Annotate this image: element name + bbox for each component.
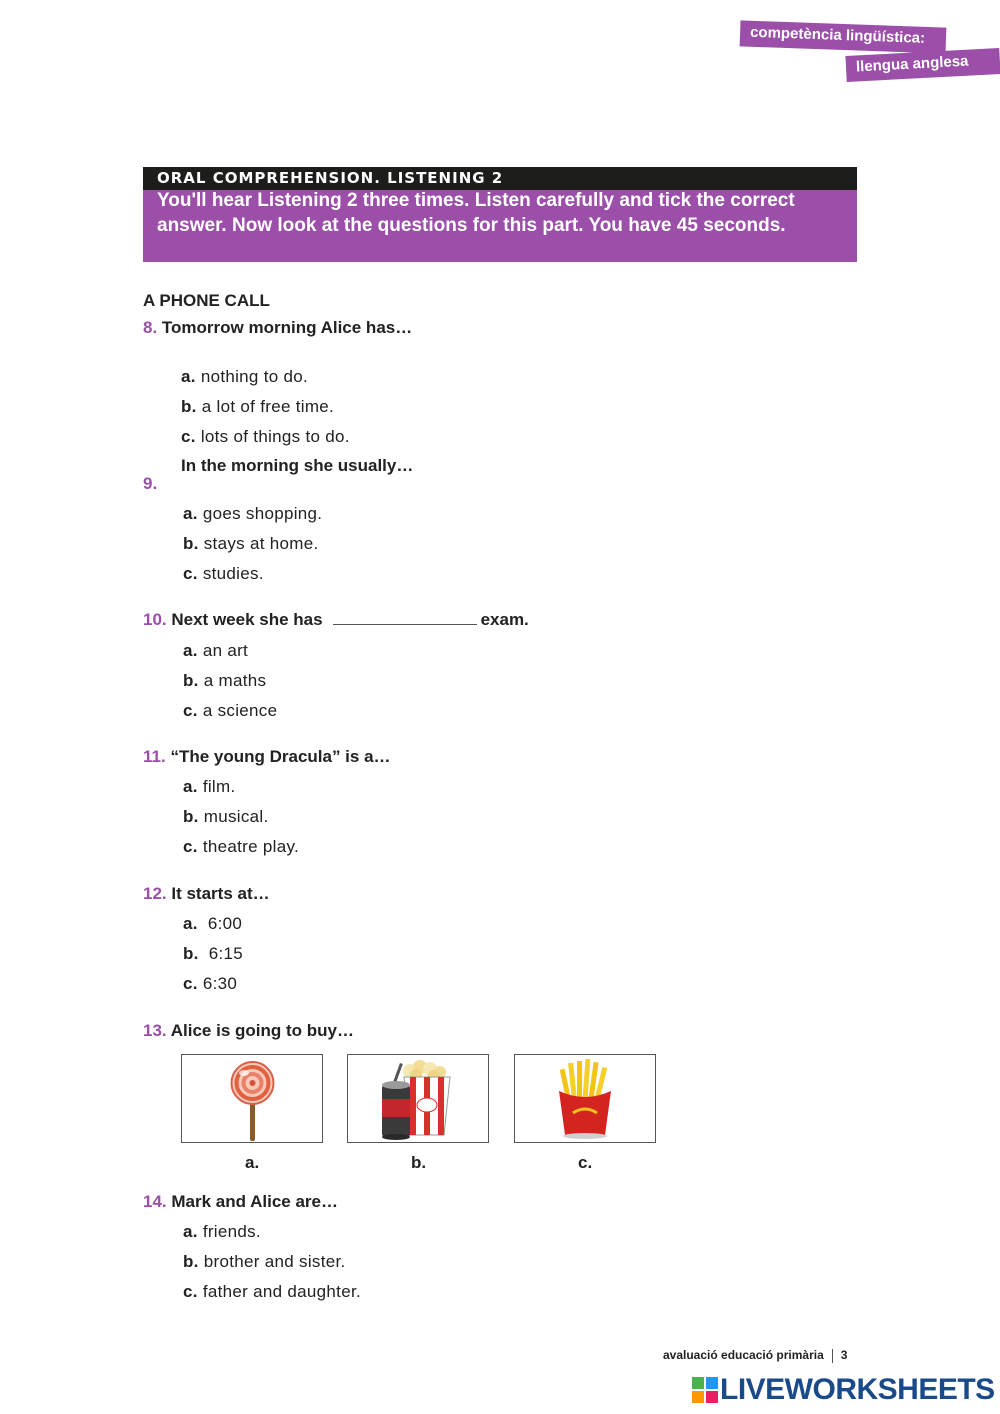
option-9b[interactable] [183,534,319,554]
section-header-title: ORAL COMPREHENSION. LISTENING 2 [157,169,504,187]
option-text: lots of things to do. [200,427,350,446]
liveworksheets-wordmark: LIVEWORKSHEETS [720,1373,995,1406]
option-text: stays at home. [203,534,319,553]
option-letter: a. [183,777,198,796]
instructions-text: You'll hear Listening 2 three times. Listen carefully and tick the correct answer. Now look at the questions for this part. You have 45 seconds. [157,190,795,236]
option-letter: b. [183,671,199,690]
badge-competencia: competència lingüística: [740,20,947,53]
liveworksheets-logo-icon [692,1377,718,1403]
option-letter: b. [183,1252,199,1271]
option-text: 6:00 [207,914,243,933]
question-text: In the morning she usually… [181,456,414,475]
option-12b[interactable] [183,944,243,964]
option-12c[interactable] [183,974,237,994]
option-8a[interactable] [181,367,308,387]
option-letter: c. [183,701,198,720]
option-letter: a. [183,641,198,660]
question-11 [143,747,391,767]
question-number: 14. [143,1192,167,1211]
option-letter: c. [183,837,198,856]
option-text: studies. [202,564,264,583]
option-8c[interactable] [181,427,350,447]
option-11a[interactable] [183,777,235,797]
question-text: It starts at… [171,884,270,903]
liveworksheets-logo [692,1374,995,1406]
option-14c[interactable] [183,1282,361,1302]
question-number: 8. [143,318,158,337]
page-footer [663,1348,847,1363]
option-letter: c. [183,564,198,583]
option-letter: b. [183,534,199,553]
image-option-13c[interactable] [514,1054,656,1143]
popcorn-and-drink-icon [348,1055,488,1142]
option-letter: c. [181,427,196,446]
option-text: father and daughter. [202,1282,361,1301]
image-option-label-c: c. [578,1153,593,1172]
option-12a[interactable] [183,914,242,934]
option-text: 6:15 [208,944,244,963]
option-text: theatre play. [202,837,300,856]
question-8 [143,318,412,338]
image-option-label-b: b. [411,1153,427,1172]
option-11c[interactable] [183,837,299,857]
section-header-bar [143,167,857,190]
question-number: 13. [143,1021,167,1040]
badge-llengua: llengua anglesa [845,48,1000,82]
question-13 [143,1021,354,1041]
footer-divider [832,1349,833,1363]
lollipop-icon [182,1055,322,1142]
question-text: Tomorrow morning Alice has… [161,318,413,337]
option-letter: b. [183,944,199,963]
question-number: 11. [143,747,166,766]
option-text: musical. [203,807,269,826]
question-text: “The young Dracula” is a… [170,747,391,766]
image-option-label-a: a. [245,1153,260,1172]
image-option-13a[interactable] [181,1054,323,1143]
question-text: Alice is going to buy… [170,1021,354,1040]
option-14b[interactable] [183,1252,346,1272]
question-text: Mark and Alice are… [171,1192,338,1211]
option-text: brother and sister. [203,1252,346,1271]
footer-text: avaluació educació primària [663,1348,824,1362]
option-text: nothing to do. [200,367,309,386]
option-letter: a. [183,504,198,523]
option-10a[interactable] [183,641,248,661]
page-number: 3 [840,1348,848,1362]
option-9a[interactable] [183,504,322,524]
option-text: a science [202,701,278,720]
question-number: 10. [143,610,167,629]
option-letter: a. [183,914,198,933]
option-text: a lot of free time. [201,397,335,416]
french-fries-icon [515,1055,655,1142]
option-letter: b. [181,397,197,416]
option-text: 6:30 [202,974,238,993]
option-text: goes shopping. [202,504,323,523]
option-9c[interactable] [183,564,264,584]
question-number: 12. [143,884,167,903]
option-letter: b. [183,807,199,826]
option-10c[interactable] [183,701,277,721]
option-8b[interactable] [181,397,334,417]
question-text: Next week she has [171,610,323,629]
question-12 [143,884,270,904]
option-10b[interactable] [183,671,266,691]
question-9 [181,456,413,476]
question-14 [143,1192,338,1212]
option-letter: a. [183,1222,198,1241]
section-title: A PHONE CALL [143,291,270,310]
option-11b[interactable] [183,807,269,827]
option-14a[interactable] [183,1222,261,1242]
option-letter: a. [181,367,196,386]
question-number: 9. [143,474,158,493]
question-10 [143,610,529,630]
option-text: film. [202,777,236,796]
option-text: a maths [203,671,267,690]
question-text-after: exam. [480,610,529,629]
answer-blank[interactable] [333,610,477,625]
option-text: an art [202,641,249,660]
option-letter: c. [183,1282,198,1301]
question-9-number [143,474,157,494]
option-letter: c. [183,974,198,993]
image-option-13b[interactable] [347,1054,489,1143]
option-text: friends. [202,1222,261,1241]
instructions-box [143,190,857,262]
